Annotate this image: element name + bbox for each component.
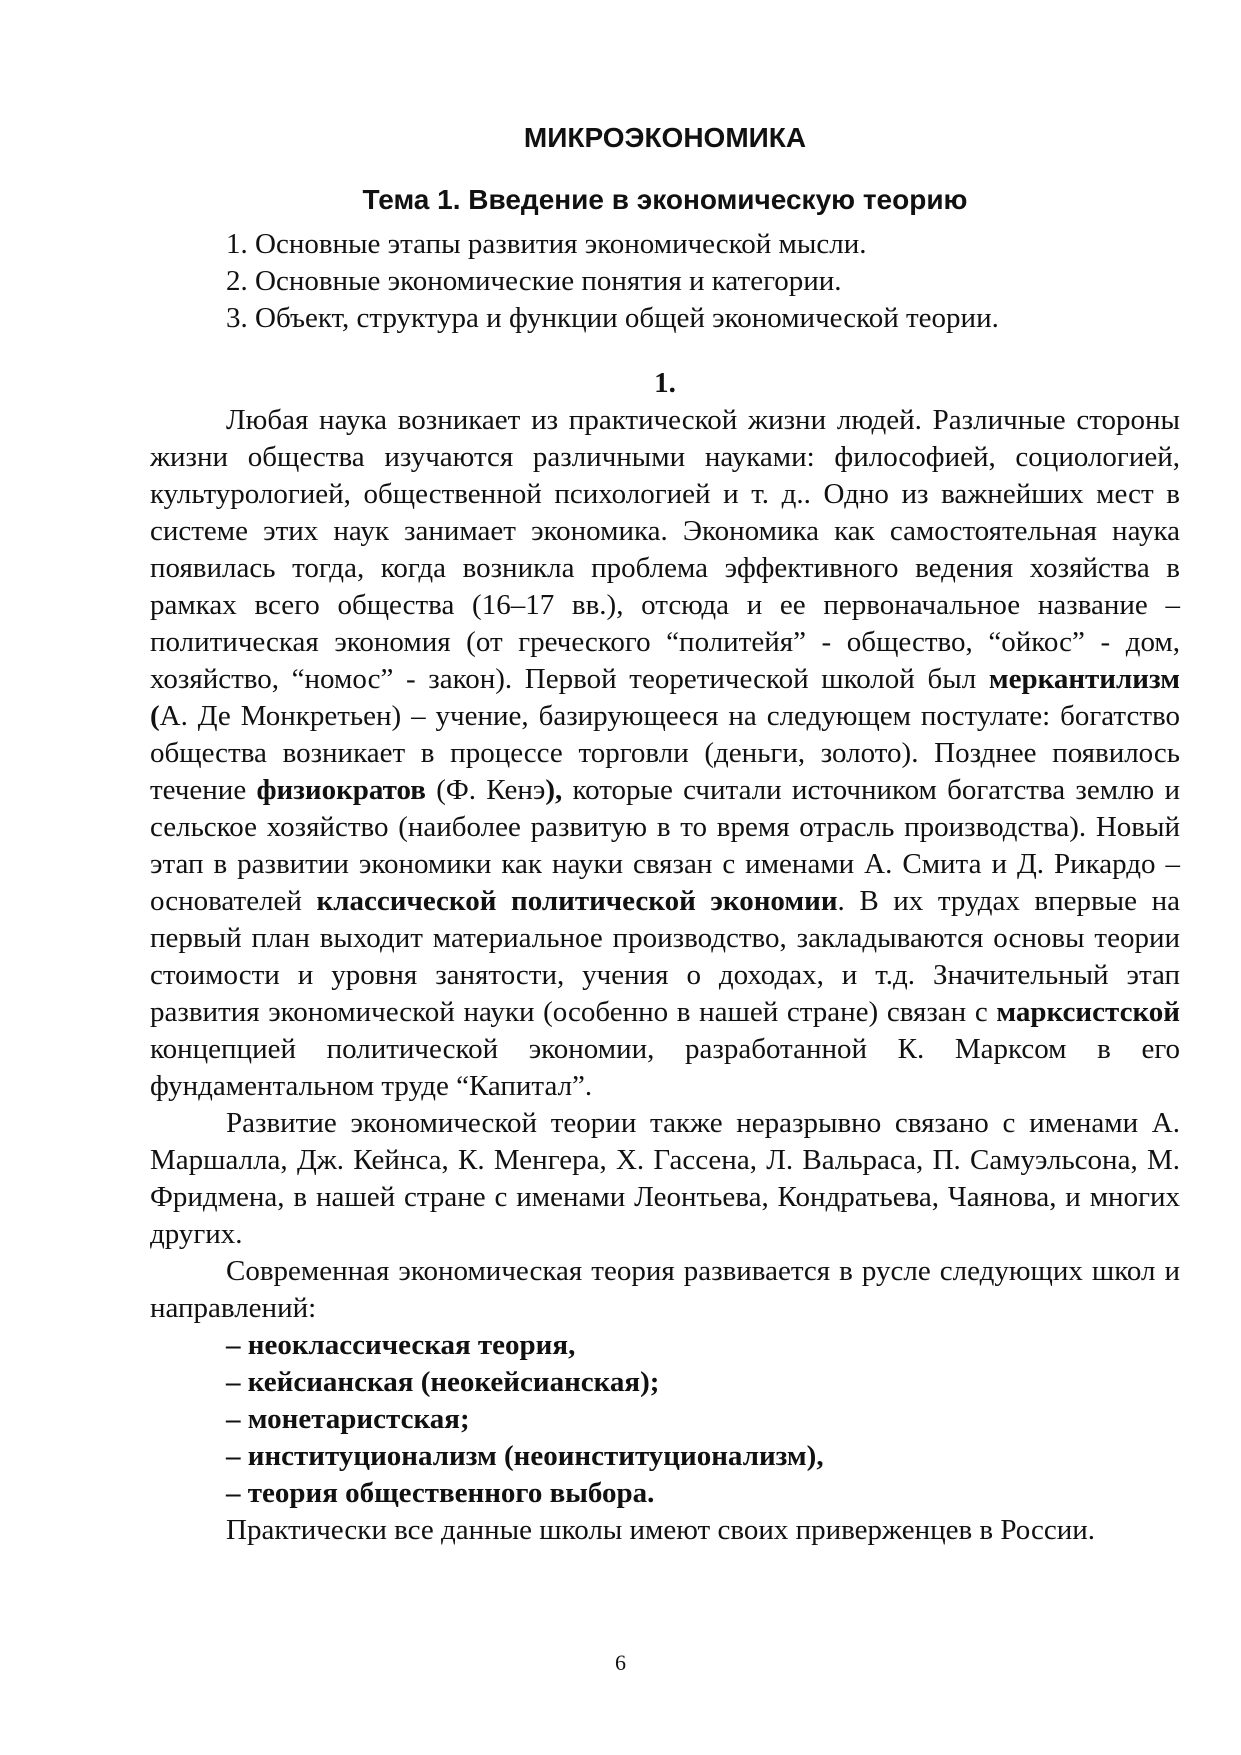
paragraph-schools-intro: Современная экономическая теория развивается в русле следующих школ и направлений:: [150, 1255, 1180, 1324]
page-number: 6: [615, 1650, 626, 1675]
outline-item: 3. Объект, структура и функции общей экономической теории.: [226, 302, 999, 334]
schools-list: [150, 1327, 1180, 1512]
text-run: А. Де Монкретьен) – учение, базирующееся на следующем постулате: богатство общества возникает в процессе торговли (деньги, золото). Позднее появилось течение: [150, 700, 1180, 806]
topic-outline: [150, 226, 1180, 337]
text-run: концепцией политической экономии, разработанной К. Марксом в его фундаментальном труде “Капитал”.: [150, 1033, 1180, 1102]
outline-item: 1. Основные этапы развития экономической мысли.: [226, 228, 867, 260]
term-physiocrats: физиократов: [256, 774, 426, 806]
paragraph-names: Развитие экономической теории также неразрывно связано с именами А. Маршалла, Дж. Кейнса, К. Менгера, Х. Гассена, Л. Вальраса, П. Самуэльсона, М. Фридмена, в нашей стране с именами Леонтьева, Кондратьева, Чаянова, и многих других.: [150, 1107, 1180, 1250]
term-classical-political-economy: классической политической экономии: [316, 885, 838, 917]
subsection-number: 1.: [654, 367, 676, 399]
term-mercantilism: меркантилизм (: [150, 663, 1180, 732]
school-item: – теория общественного выбора.: [226, 1477, 655, 1509]
school-item: – монетаристская;: [226, 1403, 470, 1435]
section-title: МИКРОЭКОНОМИКА: [523, 122, 807, 153]
text-run: Любая наука возникает из практической жизни людей. Различные стороны жизни общества изучаются различными науками: философией, социологией, культурологией, общественной психологией и т. д.. Одно из важнейших мест в системе этих наук занимает экономика. Экономика как самостоятельная наука появилась тогда, когда возникла проблема эффективного ведения хозяйства в рамках всего общества (16–17 вв.), отсюда и ее первоначальное название – политическая экономия (от греческого “политейя” - общество, “ойкос” - дом, хозяйство, “номос” - закон). Первой теоретической школой был: [150, 404, 1180, 695]
text-run: которые считали источником богатства землю и сельское хозяйство (наиболее развитую в то время отрасль производства). Новый этап в развитии экономики как науки связан с именами А. Смита и Д. Рикардо – основателей: [150, 774, 1180, 917]
page-body: [150, 118, 1180, 1549]
outline-item: 2. Основные экономические понятия и категории.: [226, 265, 842, 297]
text-run: (Ф. Кенэ: [425, 774, 546, 806]
paragraph-history: [150, 402, 1180, 1105]
school-item: – кейсианская (неокейсианская);: [226, 1366, 660, 1398]
school-item: – неоклассическая теория,: [226, 1329, 576, 1361]
topic-title: Тема 1. Введение в экономическую теорию: [362, 184, 968, 215]
school-item: – институционализм (неоинституционализм),: [226, 1440, 824, 1472]
text-run: . В их трудах впервые на первый план выходит материальное производство, закладываются основы теории стоимости и уровня занятости, учения о доходах, и т.д. Значительный этап развития экономической науки (особенно в нашей стране) связан с: [150, 885, 1180, 1028]
bold-punct: ),: [545, 774, 563, 806]
term-marxist: марксистской: [996, 996, 1180, 1028]
paragraph-conclusion: Практически все данные школы имеют своих приверженцев в России.: [226, 1514, 1096, 1546]
